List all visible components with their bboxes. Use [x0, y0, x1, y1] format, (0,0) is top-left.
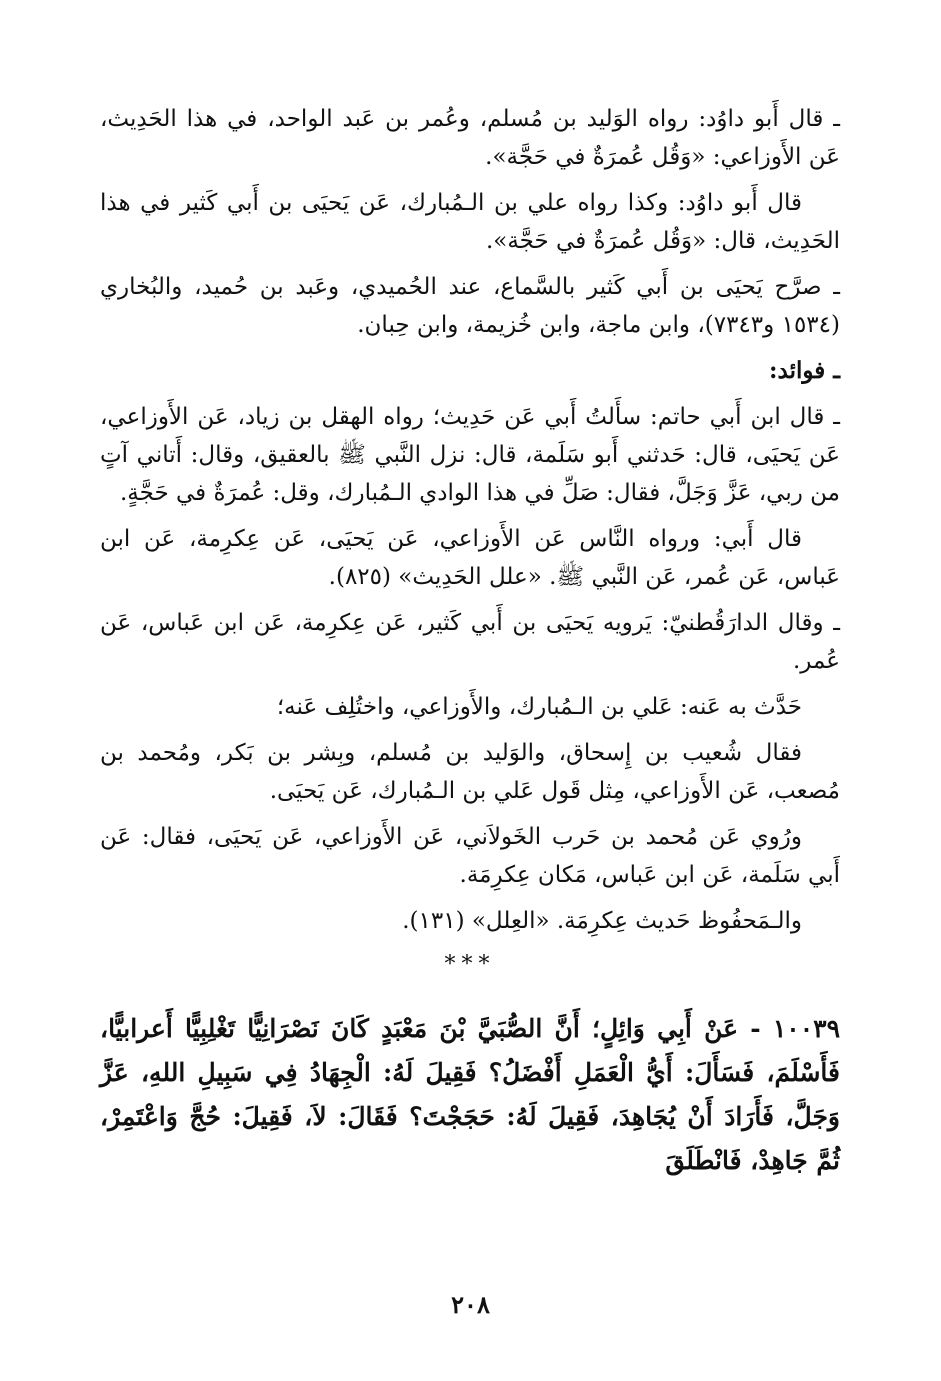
- hadith-text: ١٠٠٣٩ - عَنْ أَبِي وَائِلٍ؛ أَنَّ الصُّبَيَّ بْنَ مَعْبَدٍ كَانَ نَصْرَانِيًّا تَغْلِبِيًّا أَعرابيًّا، فَأَسْلَمَ، فَسَأَلَ: أَيُّ الْعَمَلِ أَفْضَلُ؟ فَقِيلَ لَهُ: الْجِهَادُ فِي سَبِيلِ اللهِ، عَزَّ وَجَلَّ، فَأَرَادَ أَنْ يُجَاهِدَ، فَقِيلَ لَهُ: حَجَجْتَ؟ فَقَالَ: لاَ، فَقِيلَ: حُجَّ وَاعْتَمِرْ، ثُمَّ جَاهِدْ، فَانْطَلَقَ: [100, 1014, 840, 1175]
- fawaid-paragraph-4: حَدَّث به عَنه: عَلي بن الـمُبارك، والأَوزاعي، واختُلِف عَنه؛: [276, 694, 802, 720]
- fawaid-paragraph-2: قال أَبي: ورواه النَّاس عَن الأَوزاعي، عَن يَحيَى، عَن عِكرِمة، عَن ابن عَباس، عَن عُمر، عَن النَّبي ﷺ. «علل الحَدِيث» (٨٢٥).: [100, 526, 840, 590]
- page-body: [100, 100, 840, 1208]
- fawaid-paragraph-6: ورُوي عَن مُحمد بن حَرب الخَولاَني، عَن الأَوزاعي، عَن يَحيَى، فقال: عَن أَبي سَلَمة، عَن ابن عَباس، مَكان عِكرِمَة.: [100, 824, 840, 888]
- paragraph-3: ـ صرَّح يَحيَى بن أَبي كَثير بالسَّماع، عند الحُميدي، وعَبد بن حُميد، والبُخاري (١٥٣٤ و٧٣٤٣)، وابن ماجة، وابن خُزيمة، وابن حِبان.: [100, 274, 840, 338]
- fawaid-heading: ـ فوائد:: [769, 357, 840, 384]
- fawaid-paragraph-1: ـ قال ابن أَبي حاتم: سأَلتُ أَبي عَن حَدِيث؛ رواه الهقل بن زياد، عَن الأَوزاعي، عَن يَحيَى، قال: حَدثني أَبو سَلَمة، قال: نزل النَّبي ﷺ بالعقيق، وقال: أَتاني آتٍ من ربي، عَزَّ وَجَلَّ، فقال: صَلِّ في هذا الوادي الـمُبارك، وقل: عُمرَةٌ في حَجَّةٍ.: [100, 404, 840, 506]
- fawaid-paragraph-7: والـمَحفُوظ حَديث عِكرِمَة. «العِلل» (١٣١).: [402, 908, 802, 934]
- section-separator: ***: [444, 952, 496, 977]
- paragraph-2: قال أَبو داوُد: وكذا رواه علي بن الـمُبارك، عَن يَحيَى بن أَبي كَثير في هذا الحَدِيث، قال: «وَقُل عُمرَةٌ في حَجَّة».: [100, 190, 840, 254]
- paragraph-1: ـ قال أَبو داوُد: رواه الوَليد بن مُسلم، وعُمر بن عَبد الواحد، في هذا الحَدِيث، عَن الأَوزاعي: «وَقُل عُمرَةٌ في حَجَّة».: [100, 106, 840, 170]
- page-number: ٢٠٨: [451, 1290, 490, 1319]
- fawaid-paragraph-3: ـ وقال الدارَقُطنيّ: يَرويه يَحيَى بن أَبي كَثير، عَن عِكرِمة، عَن ابن عَباس، عَن عُمر.: [100, 610, 840, 674]
- fawaid-paragraph-5: فقال شُعيب بن إِسحاق، والوَليد بن مُسلم، وبِشر بن بَكر، ومُحمد بن مُصعب، عَن الأَوزاعي، مِثل قَول عَلي بن الـمُبارك، عَن يَحيَى.: [100, 740, 840, 804]
